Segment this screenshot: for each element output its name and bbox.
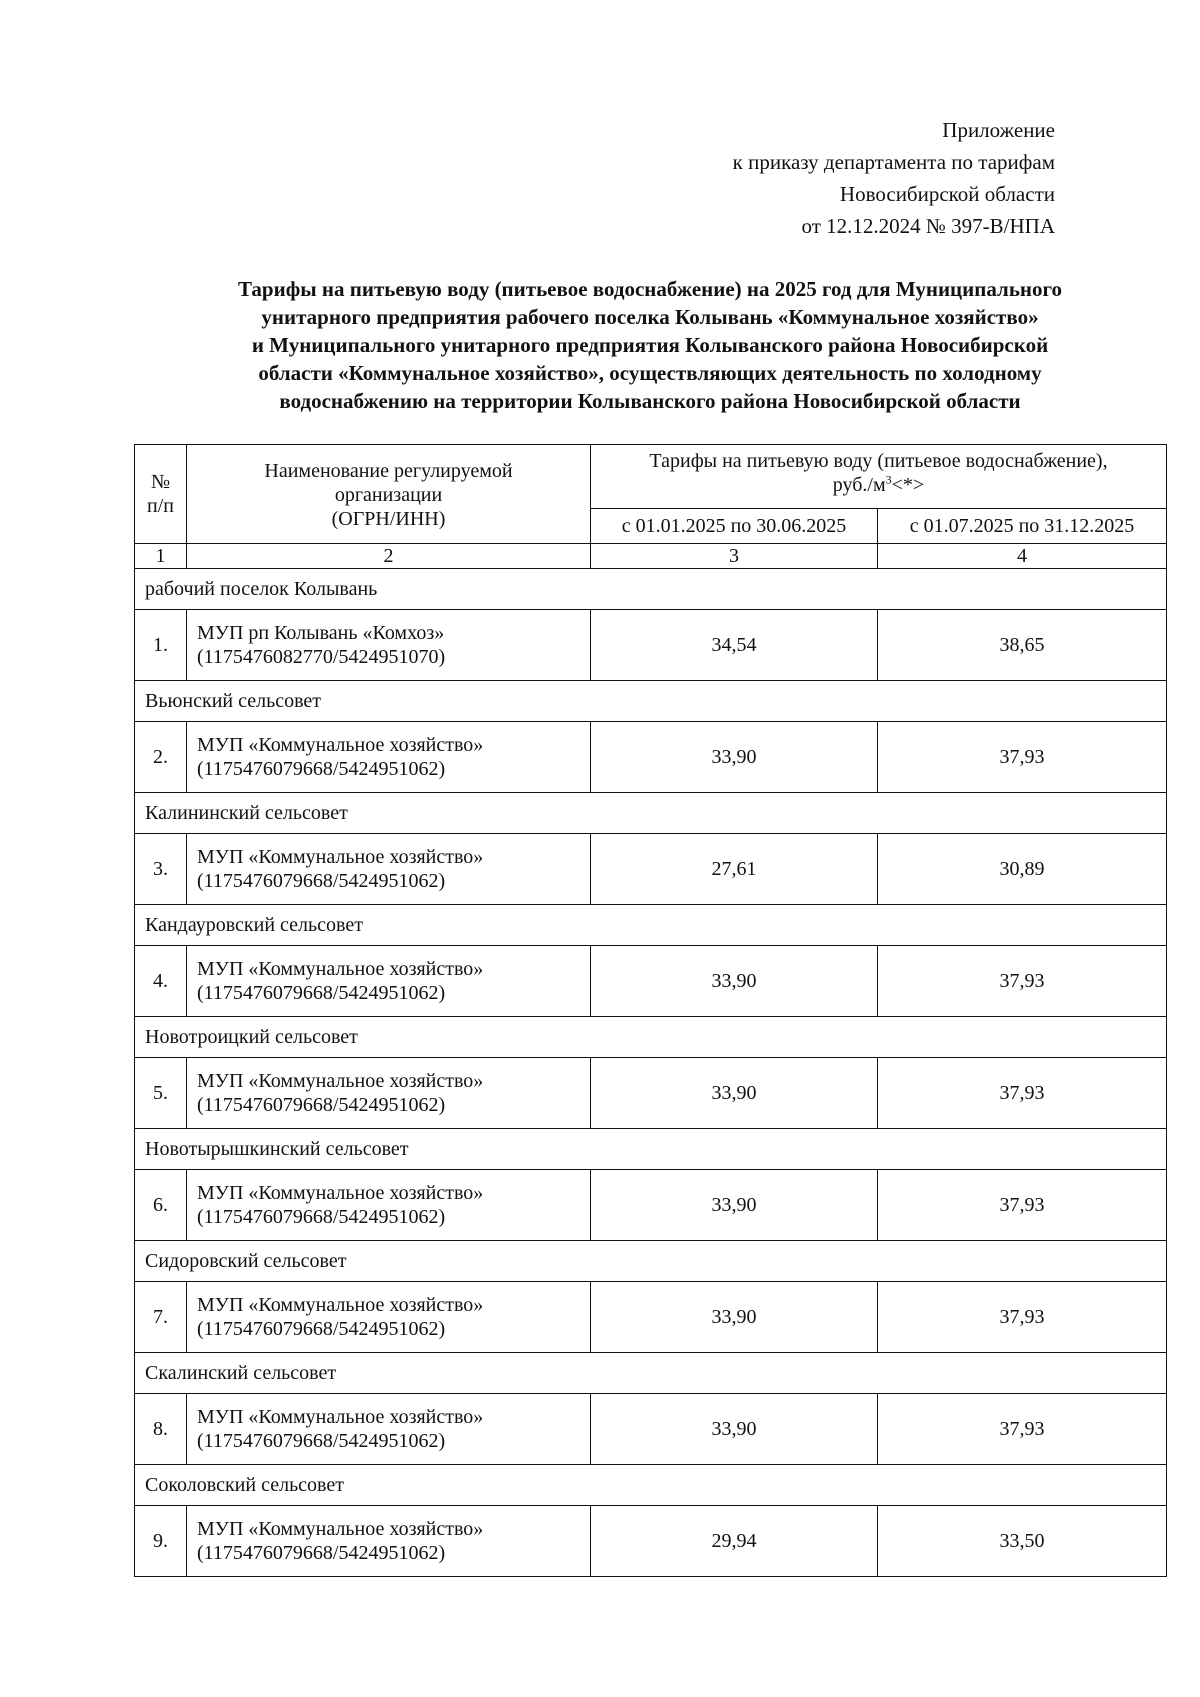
appendix-block bbox=[733, 114, 1055, 242]
header-org-line: Наименование регулируемой bbox=[264, 460, 513, 482]
organization-ids: (1175476079668/5424951062) bbox=[197, 1542, 446, 1564]
tariff-first-half: 33,90 bbox=[591, 1058, 878, 1129]
header-period-second-half: с 01.07.2025 по 31.12.2025 bbox=[878, 509, 1167, 544]
organization-name: МУП «Коммунальное хозяйство» bbox=[197, 1406, 484, 1428]
tariffs-table bbox=[134, 444, 1167, 1577]
tariff-second-half: 37,93 bbox=[878, 1282, 1167, 1353]
header-organization-cell bbox=[187, 445, 591, 544]
header-number-symbol: № bbox=[150, 471, 171, 493]
column-number: 4 bbox=[878, 544, 1167, 569]
header-tariff-title: Тарифы на питьевую воду (питьевое водоснабжение), bbox=[649, 450, 1108, 472]
district-name: Сидоровский сельсовет bbox=[135, 1241, 1167, 1282]
organization-ids: (1175476079668/5424951062) bbox=[197, 1318, 446, 1340]
organization-ids: (1175476079668/5424951062) bbox=[197, 1206, 446, 1228]
tariff-first-half: 29,94 bbox=[591, 1506, 878, 1577]
title-line: унитарного предприятия рабочего поселка Колывань «Коммунальное хозяйство» bbox=[261, 305, 1039, 329]
district-name: Новотырышкинский сельсовет bbox=[135, 1129, 1167, 1170]
column-number: 3 bbox=[591, 544, 878, 569]
table-row bbox=[135, 722, 1167, 793]
header-org-line: организации bbox=[334, 484, 443, 506]
tariff-second-half: 37,93 bbox=[878, 722, 1167, 793]
table-row bbox=[135, 834, 1167, 905]
title-line: водоснабжению на территории Колыванского района Новосибирской области bbox=[279, 389, 1021, 413]
appendix-line: Новосибирской области bbox=[839, 182, 1055, 206]
table-row bbox=[135, 610, 1167, 681]
tariff-first-half: 34,54 bbox=[591, 610, 878, 681]
organization-ids: (1175476079668/5424951062) bbox=[197, 758, 446, 780]
organization-cell bbox=[187, 610, 591, 681]
row-number: 3. bbox=[135, 834, 187, 905]
organization-cell bbox=[187, 1170, 591, 1241]
tariff-first-half: 33,90 bbox=[591, 1170, 878, 1241]
row-number: 5. bbox=[135, 1058, 187, 1129]
district-name: Кандауровский сельсовет bbox=[135, 905, 1167, 946]
header-tariff-unit: руб./м bbox=[832, 474, 886, 496]
column-numbers-row bbox=[135, 544, 1167, 569]
appendix-line: Приложение bbox=[942, 118, 1055, 142]
tariff-first-half: 33,90 bbox=[591, 946, 878, 1017]
header-org-ids: (ОГРН/ИНН) bbox=[331, 508, 446, 530]
row-number: 7. bbox=[135, 1282, 187, 1353]
appendix-line: к приказу департамента по тарифам bbox=[732, 150, 1055, 174]
organization-name: МУП «Коммунальное хозяйство» bbox=[197, 958, 484, 980]
row-number: 6. bbox=[135, 1170, 187, 1241]
title-line: области «Коммунальное хозяйство», осуществляющих деятельность по холодному bbox=[258, 361, 1042, 385]
table-row bbox=[135, 1394, 1167, 1465]
table-row bbox=[135, 946, 1167, 1017]
organization-cell bbox=[187, 834, 591, 905]
header-tariff-unit-power: 3 bbox=[885, 472, 892, 487]
organization-cell bbox=[187, 1282, 591, 1353]
table-header-row bbox=[135, 445, 1167, 509]
document-title bbox=[130, 275, 1170, 415]
organization-name: МУП «Коммунальное хозяйство» bbox=[197, 1070, 484, 1092]
row-number: 1. bbox=[135, 610, 187, 681]
organization-name: МУП «Коммунальное хозяйство» bbox=[197, 1518, 484, 1540]
header-number-cell bbox=[135, 445, 187, 544]
tariff-second-half: 38,65 bbox=[878, 610, 1167, 681]
organization-name: МУП «Коммунальное хозяйство» bbox=[197, 1294, 484, 1316]
district-row bbox=[135, 1353, 1167, 1394]
table-row bbox=[135, 1058, 1167, 1129]
organization-cell bbox=[187, 722, 591, 793]
organization-name: МУП рп Колывань «Комхоз» bbox=[197, 622, 445, 644]
district-row bbox=[135, 1241, 1167, 1282]
organization-ids: (1175476082770/5424951070) bbox=[197, 646, 446, 668]
tariff-second-half: 37,93 bbox=[878, 946, 1167, 1017]
district-row bbox=[135, 1017, 1167, 1058]
organization-ids: (1175476079668/5424951062) bbox=[197, 870, 446, 892]
header-tariff-footnote-mark: <*> bbox=[891, 474, 925, 496]
district-name: Соколовский сельсовет bbox=[135, 1465, 1167, 1506]
table-row bbox=[135, 1506, 1167, 1577]
district-name: Вьюнский сельсовет bbox=[135, 681, 1167, 722]
table-row bbox=[135, 1282, 1167, 1353]
organization-ids: (1175476079668/5424951062) bbox=[197, 1094, 446, 1116]
district-name: Скалинский сельсовет bbox=[135, 1353, 1167, 1394]
district-row bbox=[135, 793, 1167, 834]
header-number-abbr: п/п bbox=[147, 495, 174, 517]
tariff-first-half: 27,61 bbox=[591, 834, 878, 905]
row-number: 4. bbox=[135, 946, 187, 1017]
district-name: Новотроицкий сельсовет bbox=[135, 1017, 1167, 1058]
district-row bbox=[135, 569, 1167, 610]
tariff-first-half: 33,90 bbox=[591, 722, 878, 793]
tariff-second-half: 30,89 bbox=[878, 834, 1167, 905]
district-name: рабочий поселок Колывань bbox=[135, 569, 1167, 610]
appendix-order-reference: от 12.12.2024 № 397-В/НПА bbox=[801, 214, 1055, 238]
row-number: 2. bbox=[135, 722, 187, 793]
organization-name: МУП «Коммунальное хозяйство» bbox=[197, 1182, 484, 1204]
organization-cell bbox=[187, 1058, 591, 1129]
district-row bbox=[135, 1129, 1167, 1170]
title-line: и Муниципального унитарного предприятия Колыванского района Новосибирской bbox=[251, 333, 1049, 357]
organization-cell bbox=[187, 946, 591, 1017]
header-period-first-half: с 01.01.2025 по 30.06.2025 bbox=[591, 509, 878, 544]
organization-ids: (1175476079668/5424951062) bbox=[197, 982, 446, 1004]
header-tariff-unit-line bbox=[591, 473, 1166, 497]
row-number: 8. bbox=[135, 1394, 187, 1465]
title-line: Тарифы на питьевую воду (питьевое водоснабжение) на 2025 год для Муниципального bbox=[237, 277, 1063, 301]
district-row bbox=[135, 681, 1167, 722]
district-row bbox=[135, 1465, 1167, 1506]
organization-name: МУП «Коммунальное хозяйство» bbox=[197, 734, 484, 756]
row-number: 9. bbox=[135, 1506, 187, 1577]
organization-cell bbox=[187, 1394, 591, 1465]
column-number: 1 bbox=[135, 544, 187, 569]
organization-name: МУП «Коммунальное хозяйство» bbox=[197, 846, 484, 868]
tariff-second-half: 37,93 bbox=[878, 1170, 1167, 1241]
header-tariff-cell bbox=[591, 445, 1167, 509]
district-row bbox=[135, 905, 1167, 946]
table-row bbox=[135, 1170, 1167, 1241]
organization-ids: (1175476079668/5424951062) bbox=[197, 1430, 446, 1452]
column-number: 2 bbox=[187, 544, 591, 569]
district-name: Калининский сельсовет bbox=[135, 793, 1167, 834]
organization-cell bbox=[187, 1506, 591, 1577]
tariff-second-half: 37,93 bbox=[878, 1394, 1167, 1465]
tariff-second-half: 37,93 bbox=[878, 1058, 1167, 1129]
tariff-second-half: 33,50 bbox=[878, 1506, 1167, 1577]
tariff-first-half: 33,90 bbox=[591, 1282, 878, 1353]
tariff-first-half: 33,90 bbox=[591, 1394, 878, 1465]
